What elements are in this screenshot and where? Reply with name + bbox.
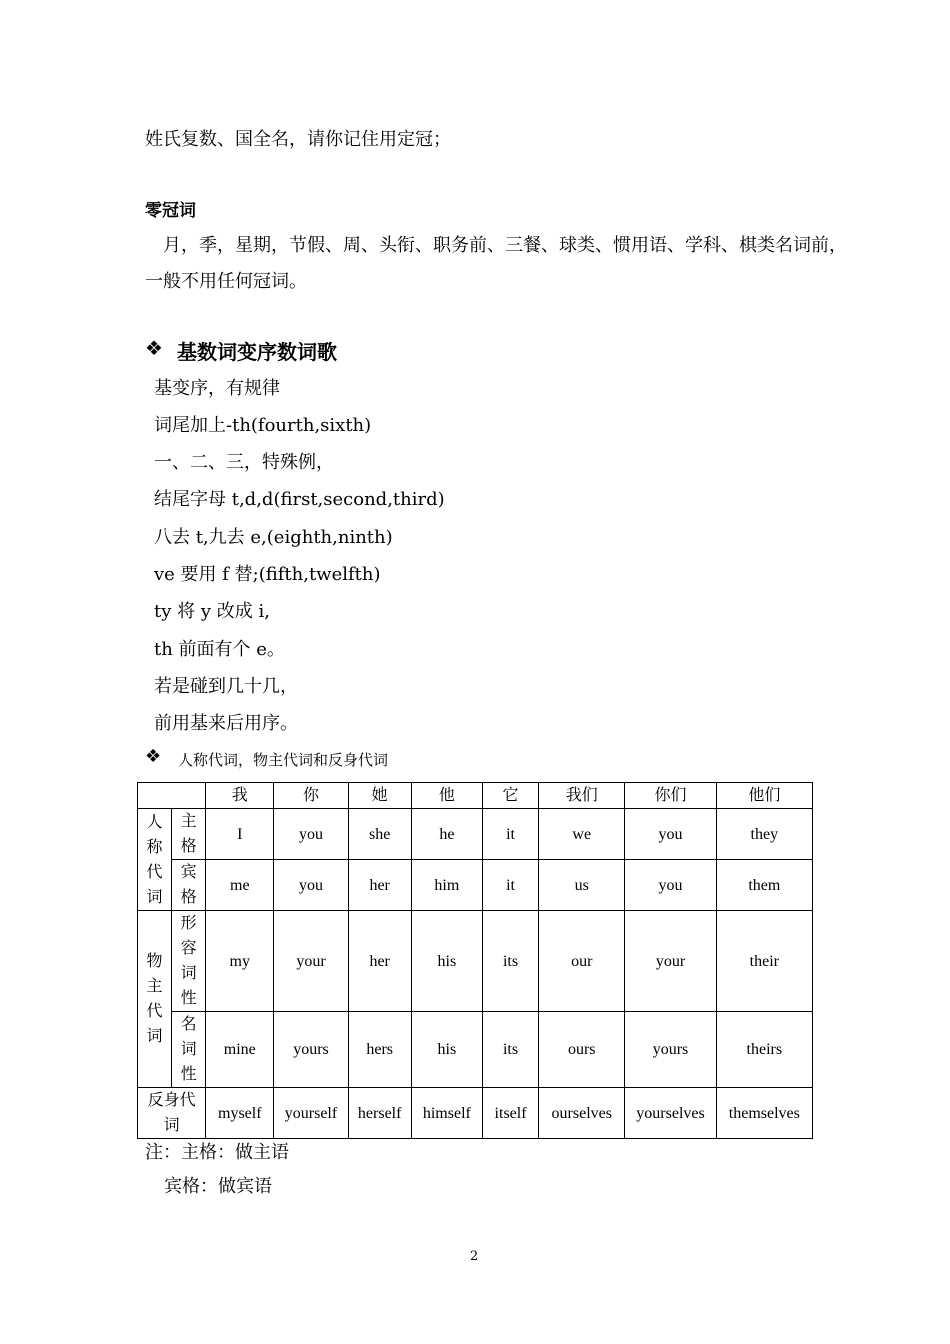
table-cell: himself — [411, 1088, 482, 1139]
column-header: 我 — [206, 783, 274, 809]
ordinal-line: ve 要用 f 替;(fifth,twelfth) — [154, 564, 381, 585]
group-label-possessive: 物主代词 — [138, 911, 172, 1088]
column-header: 他们 — [716, 783, 812, 809]
zero-article-body-line1: 月，季，星期，节假、周、头衔、职务前、三餐、球类、惯用语、学科、棋类名词前， — [163, 235, 847, 256]
table-cell: him — [411, 860, 482, 911]
table-cell: our — [539, 911, 625, 1012]
table-cell: your — [274, 911, 348, 1012]
table-cell: their — [716, 911, 812, 1012]
table-row-reflexive — [138, 1088, 813, 1139]
table-cell: hers — [348, 1012, 411, 1088]
table-cell: ourselves — [539, 1088, 625, 1139]
ordinal-line: 基变序，有规律 — [154, 378, 280, 399]
table-cell: yours — [274, 1012, 348, 1088]
table-cell: me — [206, 860, 274, 911]
table-row-nominal — [138, 1012, 813, 1088]
column-header: 我们 — [539, 783, 625, 809]
row-label-reflexive: 反身代词 — [138, 1088, 206, 1139]
ordinal-line: 结尾字母 t,d,d(first,second,third) — [154, 489, 445, 510]
table-cell: myself — [206, 1088, 274, 1139]
row-label-subjective: 主格 — [172, 809, 206, 860]
intro-line: 姓氏复数、国全名，请你记住用定冠； — [145, 129, 451, 150]
table-cell: its — [482, 1012, 538, 1088]
table-cell: you — [274, 809, 348, 860]
row-label-nominal: 名词性 — [172, 1012, 206, 1088]
zero-article-heading: 零冠词 — [145, 201, 196, 221]
table-cell: they — [716, 809, 812, 860]
table-cell: herself — [348, 1088, 411, 1139]
pronoun-table — [137, 782, 813, 1139]
ordinal-line: th 前面有个 e。 — [154, 639, 285, 660]
table-cell: she — [348, 809, 411, 860]
table-cell: itself — [482, 1088, 538, 1139]
ordinal-line: 一、二、三，特殊例， — [154, 452, 334, 473]
table-cell: her — [348, 860, 411, 911]
table-header-row — [138, 783, 813, 809]
table-row-adjectival — [138, 911, 813, 1012]
table-cell: yours — [625, 1012, 716, 1088]
table-cell: my — [206, 911, 274, 1012]
table-cell: it — [482, 809, 538, 860]
table-cell: yourself — [274, 1088, 348, 1139]
table-cell: mine — [206, 1012, 274, 1088]
table-cell: we — [539, 809, 625, 860]
table-cell: his — [411, 911, 482, 1012]
table-cell: ours — [539, 1012, 625, 1088]
ordinal-heading: 基数词变序数词歌 — [177, 340, 337, 364]
row-label-adjectival: 形容词性 — [172, 911, 206, 1012]
table-cell: you — [625, 809, 716, 860]
table-cell: us — [539, 860, 625, 911]
table-cell: them — [716, 860, 812, 911]
note-line2: 宾格：做宾语 — [164, 1176, 272, 1197]
ordinal-line: 若是碰到几十几， — [154, 676, 298, 697]
table-cell: theirs — [716, 1012, 812, 1088]
table-cell: themselves — [716, 1088, 812, 1139]
ordinal-line: 词尾加上-th(fourth,sixth) — [154, 415, 372, 436]
ordinal-line: ty 将 y 改成 i, — [154, 601, 270, 622]
table-cell: yourselves — [625, 1088, 716, 1139]
table-cell: I — [206, 809, 274, 860]
table-cell: it — [482, 860, 538, 911]
column-header: 你们 — [625, 783, 716, 809]
ordinal-bullet-icon: ❖ — [145, 336, 163, 360]
column-header: 你 — [274, 783, 348, 809]
column-header: 他 — [411, 783, 482, 809]
column-header: 它 — [482, 783, 538, 809]
table-cell: her — [348, 911, 411, 1012]
page-number: 2 — [470, 1249, 479, 1264]
ordinal-line: 八去 t,九去 e,(eighth,ninth) — [154, 527, 393, 548]
pronoun-heading: 人称代词，物主代词和反身代词 — [178, 751, 389, 769]
group-label-personal: 人称代词 — [138, 809, 172, 911]
zero-article-body-line2: 一般不用任何冠词。 — [145, 271, 307, 292]
table-cell: your — [625, 911, 716, 1012]
column-header: 她 — [348, 783, 411, 809]
note-line1: 注：主格：做主语 — [145, 1142, 289, 1163]
table-cell: his — [411, 1012, 482, 1088]
ordinal-line: 前用基来后用序。 — [154, 713, 298, 734]
table-cell: you — [274, 860, 348, 911]
table-corner-cell — [138, 783, 206, 809]
table-row-objective — [138, 860, 813, 911]
table-cell: you — [625, 860, 716, 911]
table-cell: its — [482, 911, 538, 1012]
row-label-objective: 宾格 — [172, 860, 206, 911]
table-cell: he — [411, 809, 482, 860]
pronoun-bullet-icon: ❖ — [145, 746, 162, 767]
table-row-subjective — [138, 809, 813, 860]
